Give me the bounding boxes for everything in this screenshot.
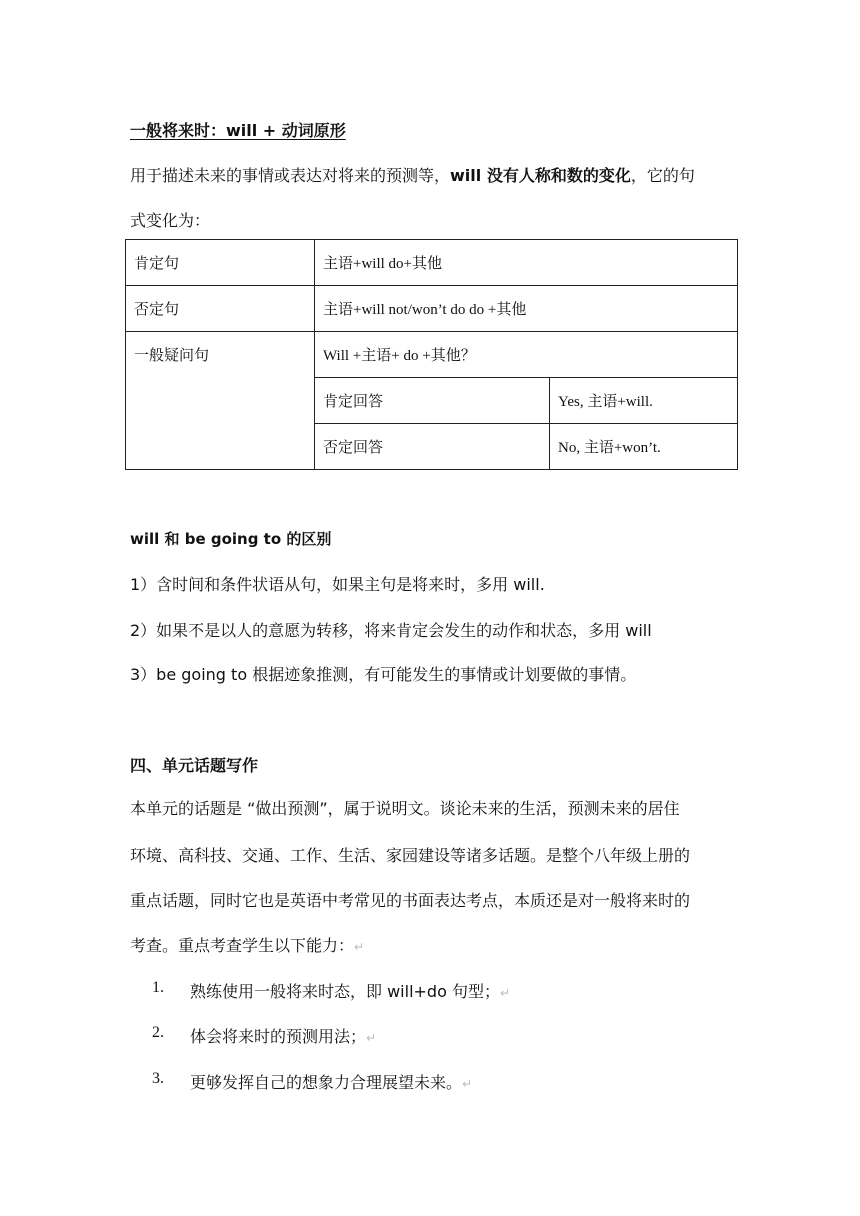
list-item-number: 2. [152,1024,164,1041]
rule-item-2: 2）如果不是以人的意愿为转移，将来肯定会发生的动作和状态，多用 will [130,621,652,640]
intro-paragraph-line2: 式变化为： [130,211,211,230]
paragraph-mark-icon: ↵ [354,940,365,954]
row-form-negative: 主语+will not/won’t do do +其他 [315,286,738,332]
answer-label-negative: 否定回答 [315,424,550,470]
row-form-question: Will +主语+ do +其他？ [315,332,738,378]
answer-form-negative: No, 主语+won’t. [550,424,738,470]
row-label-question: 一般疑问句 [126,332,315,470]
row-label-affirmative: 肯定句 [126,240,315,286]
list-item-text: 体会将来时的预测用法； [190,1027,367,1046]
row-label-negative: 否定句 [126,286,315,332]
answer-form-positive: Yes, 主语+will. [550,378,738,424]
writing-paragraph-line4 [130,933,364,956]
intro-paragraph-line1 [130,163,695,186]
intro-text-b: ，它的句 [630,166,695,185]
rule-item-1: 1）含时间和条件状语从句，如果主句是将来时，多用 will. [130,575,545,594]
sentence-pattern-table [125,239,738,470]
rule-item-3: 3）be going to 根据迹象推测，有可能发生的事情或计划要做的事情。 [130,665,637,684]
intro-text-bold: will 没有人称和数的变化 [450,166,631,185]
table-row [126,332,738,378]
table-row [126,240,738,286]
section-title-future-tense: 一般将来时：will + 动词原形 [130,121,346,140]
list-item [190,1070,472,1093]
section-title-will-vs-going-to: will 和 be going to 的区别 [130,530,332,548]
answer-label-positive: 肯定回答 [315,378,550,424]
list-item [190,1024,376,1047]
list-item-number: 3. [152,1070,164,1087]
row-form-affirmative: 主语+will do+其他 [315,240,738,286]
table-row [126,286,738,332]
writing-paragraph-line3: 重点话题，同时它也是英语中考常见的书面表达考点，本质还是对一般将来时的 [130,891,691,910]
paragraph-mark-icon: ↵ [366,1031,377,1045]
list-item-number: 1. [152,979,164,996]
intro-text-a: 用于描述未来的事情或表达对将来的预测等， [130,166,451,185]
paragraph-mark-icon: ↵ [462,1077,473,1091]
paragraph-mark-icon: ↵ [499,986,511,1000]
list-item-text: 更够发挥自己的想象力合理展望未来。 [190,1073,463,1092]
writing-paragraph-line2: 环境、高科技、交通、工作、生活、家园建设等诸多话题。是整个八年级上册的 [130,846,691,865]
list-item-text: 熟练使用一般将来时态，即 will+do 句型； [190,982,500,1001]
list-item [190,979,510,1002]
section-title-writing: 四、单元话题写作 [130,756,259,775]
writing-paragraph-line4-text: 考查。重点考查学生以下能力： [130,936,355,955]
writing-paragraph-line1: 本单元的话题是 “做出预测”，属于说明文。谈论未来的生活，预测未来的居住 [130,799,680,818]
